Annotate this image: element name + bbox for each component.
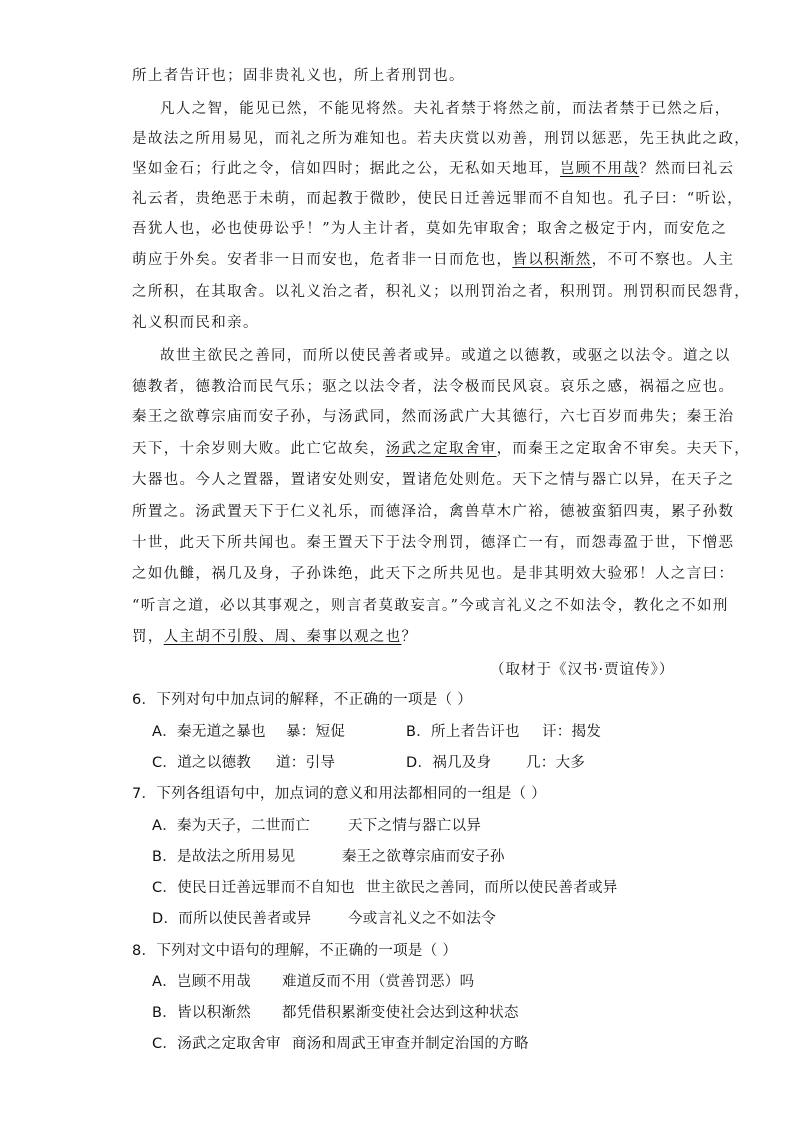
- question-stem: 8．下列对文中语句的理解，不正确的一项是（ ）: [132, 943, 458, 959]
- source-citation: （取材于《汉书·贾谊传》）: [490, 662, 675, 678]
- option-row: [152, 722, 601, 742]
- option-row: [152, 1034, 529, 1054]
- option-c: C．使民日迁善远罪而不自知也: [152, 880, 355, 896]
- option-b-pair: 都凭借积累渐变使社会达到这种状态: [282, 1005, 519, 1021]
- passage-line: 十世，此天下所共闻也。秦王置天下于法令刑罚，德泽亡一有，而怨毒盈于世，下憎恶: [132, 535, 735, 551]
- option-row: [152, 847, 505, 867]
- option-d-gloss: 几：大多: [526, 755, 586, 771]
- option-d: D．祸几及身: [406, 755, 492, 771]
- passage-line: 礼义积而民和亲。: [132, 315, 259, 331]
- option-c: C．汤武之定取舍审: [152, 1036, 281, 1052]
- passage-line: 所上者告讦也；固非贵礼义也，所上者刑罚也。: [132, 68, 465, 84]
- passage-line: [132, 159, 734, 179]
- option-a: A．岂顾不用哉: [152, 974, 252, 990]
- passage-line: 秦王之欲尊宗庙而安子孙，与汤武同，然而汤武广大其德行，六七百岁而弗失；秦王治: [132, 409, 735, 425]
- option-row: [152, 816, 481, 836]
- passage-text: 萌应于外矣。安者非一日而安也，危者非一日而危也，: [132, 252, 513, 268]
- option-row: [152, 753, 585, 773]
- passage-line: 吾犹人也，必也使毋讼乎！”为人主计者，莫如先审取舍；取舍之极定于内，而安危之: [132, 221, 728, 237]
- underlined-sentence: 岂顾不用哉: [559, 161, 640, 177]
- option-a: A．秦无道之暴也: [152, 724, 266, 740]
- question-stem: 7．下列各组语句中，加点词的意义和用法都相同的一组是（ ）: [132, 786, 547, 802]
- passage-line: [132, 627, 417, 647]
- passage-line: 凡人之智，能见已然，不能见将然。夫礼者禁于将然之前，而法者禁于已然之后，: [160, 101, 731, 117]
- passage-text: ？: [401, 629, 418, 645]
- passage-line: 故世主欲民之善同，而所以使民善者或异。或道之以德教，或驱之以法令。道之以: [160, 348, 731, 364]
- passage-line: “听言之道，必以其事观之，则言者莫敢妄言。”今或言礼义之不如法令，教化之不如刑: [132, 598, 729, 614]
- option-b-gloss: 讦：揭发: [542, 724, 602, 740]
- option-c-pair: 商汤和周武王审查并制定治国的方略: [292, 1036, 529, 1052]
- option-a: A．秦为天子，二世而亡: [152, 818, 311, 834]
- option-d: D．而所以使民善者或异: [152, 911, 312, 927]
- option-b: B．皆以积渐然: [152, 1005, 252, 1021]
- option-a-pair: 难道反而不用（赏善罚恶）吗: [282, 974, 475, 990]
- option-row: [152, 1003, 519, 1023]
- passage-line: 所置之。汤武置天下于仁义礼乐，而德泽洽，禽兽草木广裕，德被蛮貊四夷，累子孙数: [132, 504, 735, 520]
- option-c-gloss: 道：引导: [276, 755, 336, 771]
- passage-text: ？然而曰礼云: [639, 161, 735, 177]
- option-b: B．是故法之所用易见: [152, 849, 296, 865]
- option-row: [152, 909, 496, 929]
- passage-line: [132, 439, 750, 459]
- passage-line: 是故法之所用易见，而礼之所为难知也。若夫庆赏以劝善，刑罚以惩恶，先王执此之政，: [132, 131, 751, 147]
- option-row: [152, 878, 618, 898]
- passage-text: 天下，十余岁则大败。此亡它故矣，: [132, 441, 386, 457]
- passage-line: [132, 250, 734, 270]
- passage-line: 德教者，德教洽而民气乐；驱之以法令者，法令极而民风哀。哀乐之感，祸福之应也。: [132, 379, 735, 395]
- option-a-pair: 天下之情与器亡以异: [348, 818, 482, 834]
- underlined-sentence: 人主胡不引殷、周、秦事以观之也: [163, 629, 402, 645]
- passage-text: ，而秦王之定取舍不审矣。夫天下，: [496, 441, 751, 457]
- passage-text: ，不可不察也。人主: [591, 252, 735, 268]
- option-d-pair: 今或言礼义之不如法令: [348, 911, 496, 927]
- option-a-gloss: 暴：短促: [286, 724, 346, 740]
- passage-text: 罚，: [132, 629, 164, 645]
- passage-line: 礼云者，贵绝恶于未萌，而起教于微眇，使民日迁善远罪而不自知也。孔子曰：“听讼，: [132, 191, 744, 207]
- passage-text: 坚如金石；行此之令，信如四时；据此之公，无私如天地耳，: [132, 161, 560, 177]
- option-c-pair: 世主欲民之善同，而所以使民善者或异: [366, 880, 618, 896]
- option-c: C．道之以德教: [152, 755, 252, 771]
- underlined-sentence: 皆以积渐然: [512, 252, 592, 268]
- question-stem: 6．下列对句中加点词的解释，不正确的一项是（ ）: [132, 692, 473, 708]
- option-b-pair: 秦王之欲尊宗庙而安子孙: [342, 849, 505, 865]
- passage-line: 之所积，在其取舍。以礼义治之者，积礼义；以刑罚治之者，积刑罚。刑罚积而民怨背，: [132, 284, 751, 300]
- option-row: [152, 972, 474, 992]
- underlined-sentence: 汤武之定取舍审: [385, 441, 497, 457]
- passage-line: 之如仇雠，祸几及身，子孙诛绝，此天下之所共见也。是非其明效大验邪！人之言曰：: [132, 566, 735, 582]
- passage-line: 大器也。今人之置器，置诸安处则安，置诸危处则危。天下之情与器亡以异，在天子之: [132, 472, 735, 488]
- option-b: B．所上者告讦也: [406, 724, 520, 740]
